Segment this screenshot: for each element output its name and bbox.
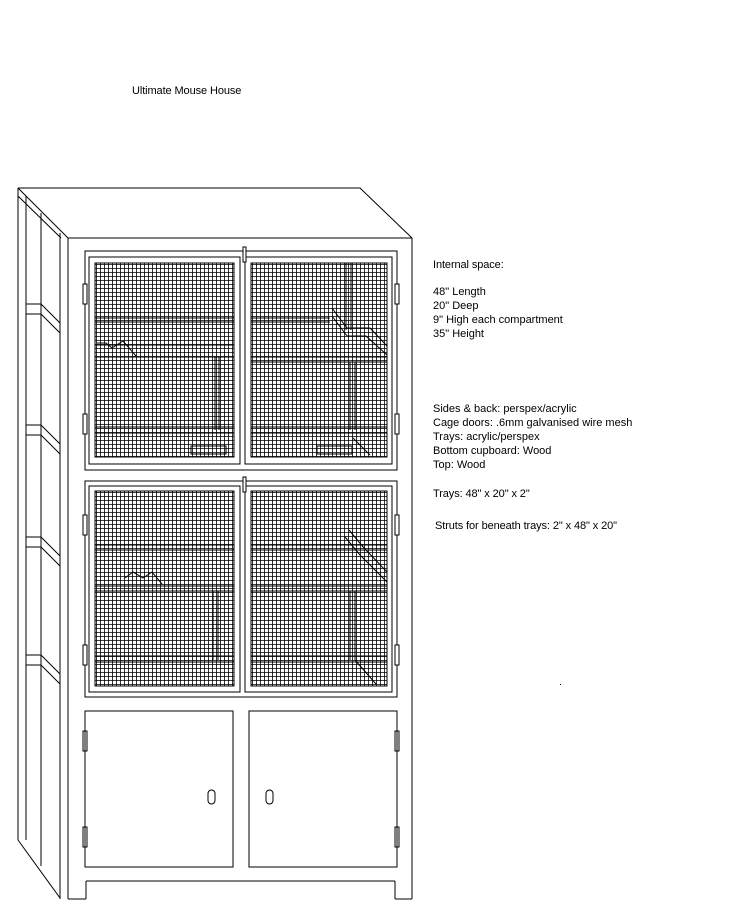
cabinet-top [18, 188, 412, 238]
materials-list [433, 402, 632, 472]
lower-right-door [245, 486, 392, 692]
lower-left-door [89, 486, 240, 692]
material-trays: Trays: acrylic/perspex [433, 431, 540, 443]
spec-length: 48" Length [433, 286, 486, 298]
upper-right-door [245, 257, 392, 464]
material-sides-back: Sides & back: perspex/acrylic [433, 403, 577, 415]
stray-dot [560, 684, 561, 685]
upper-left-door [89, 257, 240, 464]
spec-depth: 20" Deep [433, 300, 479, 312]
cabinet-left-side [18, 188, 68, 899]
material-cage-doors: Cage doors: .6mm galvanised wire mesh [433, 417, 633, 429]
material-top: Top: Wood [433, 459, 486, 471]
upper-latch [243, 247, 246, 262]
lower-latch [243, 477, 246, 492]
right-cupboard-handle [266, 790, 273, 804]
struts-dimensions: Struts for beneath trays: 2" x 48" x 20" [435, 520, 617, 532]
internal-space-heading: Internal space: [433, 259, 504, 271]
left-cupboard-handle [208, 790, 215, 804]
material-bottom-cupboard: Bottom cupboard: Wood [433, 445, 552, 457]
bottom-cupboard [85, 711, 397, 867]
spec-compartment-height: 9" High each compartment [433, 314, 563, 326]
spec-height: 35" Height [433, 328, 484, 340]
trays-dimensions: Trays: 48" x 20" x 2" [433, 488, 530, 500]
internal-space-list [433, 285, 563, 341]
drawing-title: Ultimate Mouse House [132, 85, 242, 97]
